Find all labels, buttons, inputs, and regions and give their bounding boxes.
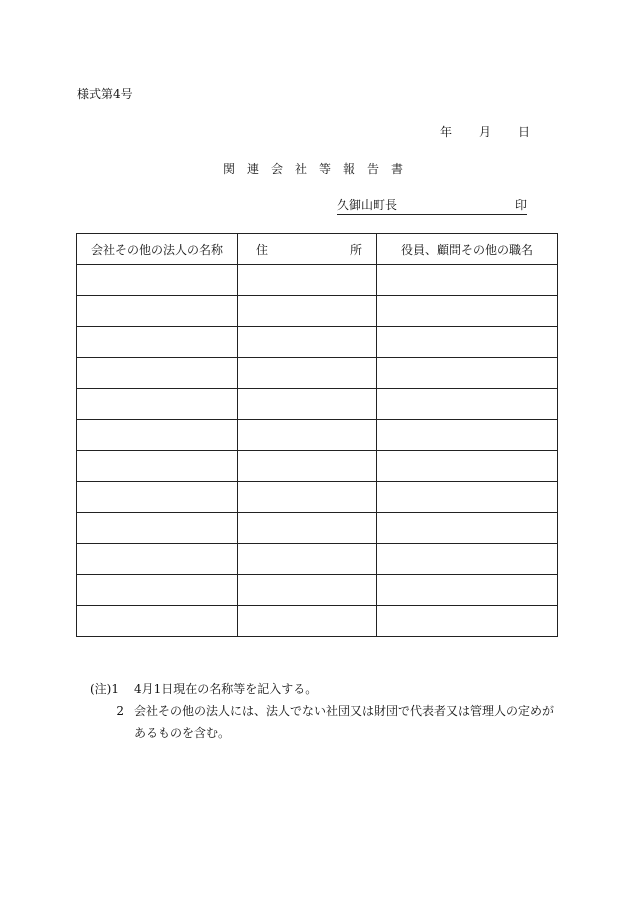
table-row [77,358,558,389]
position-cell[interactable] [377,327,558,358]
company-name-cell[interactable] [77,575,238,606]
address-cell[interactable] [238,513,377,544]
notes-section [90,678,560,744]
date-line [440,123,530,140]
document-title: 関連会社等報告書 [222,162,415,176]
company-name-cell[interactable] [77,420,238,451]
report-table [76,233,558,637]
position-cell[interactable] [377,544,558,575]
form-number: 様式第4号 [77,87,133,101]
note-1-label: (注)1 [90,682,119,696]
address-cell[interactable] [238,327,377,358]
company-name-cell[interactable] [77,296,238,327]
company-name-cell[interactable] [77,358,238,389]
company-name-cell[interactable] [77,327,238,358]
position-cell[interactable] [377,513,558,544]
position-cell[interactable] [377,265,558,296]
table-row [77,327,558,358]
header-address-part2: 所 [349,242,362,257]
table-row [77,451,558,482]
table-row [77,513,558,544]
date-year-label: 年 [440,125,453,139]
note-1 [90,678,560,700]
company-name-cell[interactable] [77,544,238,575]
table-header-row [77,234,558,265]
header-position: 役員、顧問その他の職名 [377,234,558,265]
header-address-part1: 住 [256,242,269,257]
position-cell[interactable] [377,482,558,513]
address-cell[interactable] [238,575,377,606]
addressee-name: 久御山町長 [337,198,398,212]
table-row [77,420,558,451]
address-cell[interactable] [238,420,377,451]
date-month-label: 月 [478,125,491,139]
company-name-cell[interactable] [77,265,238,296]
position-cell[interactable] [377,420,558,451]
header-company-name: 会社その他の法人の名称 [77,234,238,265]
position-cell[interactable] [377,606,558,637]
address-cell[interactable] [238,296,377,327]
date-day-label: 日 [517,125,530,139]
note-2-text: 会社その他の法人には、法人でない社団又は財団で代表者又は管理人の定めがあるものを含む。 [134,704,555,740]
addressee-line [337,197,527,215]
table-row [77,606,558,637]
company-name-cell[interactable] [77,513,238,544]
position-cell[interactable] [377,358,558,389]
company-name-cell[interactable] [77,482,238,513]
position-cell[interactable] [377,389,558,420]
table-row [77,482,558,513]
position-cell[interactable] [377,575,558,606]
company-name-cell[interactable] [77,606,238,637]
note-1-text: 4月1日現在の名称等を記入する。 [134,682,318,696]
address-cell[interactable] [238,606,377,637]
address-cell[interactable] [238,544,377,575]
company-name-cell[interactable] [77,389,238,420]
table-row [77,389,558,420]
address-cell[interactable] [238,358,377,389]
table-row [77,265,558,296]
position-cell[interactable] [377,296,558,327]
company-name-cell[interactable] [77,451,238,482]
address-cell[interactable] [238,265,377,296]
table-row [77,296,558,327]
note-2 [90,700,560,744]
header-address [238,234,377,265]
address-cell[interactable] [238,389,377,420]
address-cell[interactable] [238,482,377,513]
position-cell[interactable] [377,451,558,482]
note-2-label: 2 [116,704,124,718]
table-body [77,265,558,637]
seal-mark: 印 [514,198,527,212]
address-cell[interactable] [238,451,377,482]
table-row [77,575,558,606]
table-row [77,544,558,575]
